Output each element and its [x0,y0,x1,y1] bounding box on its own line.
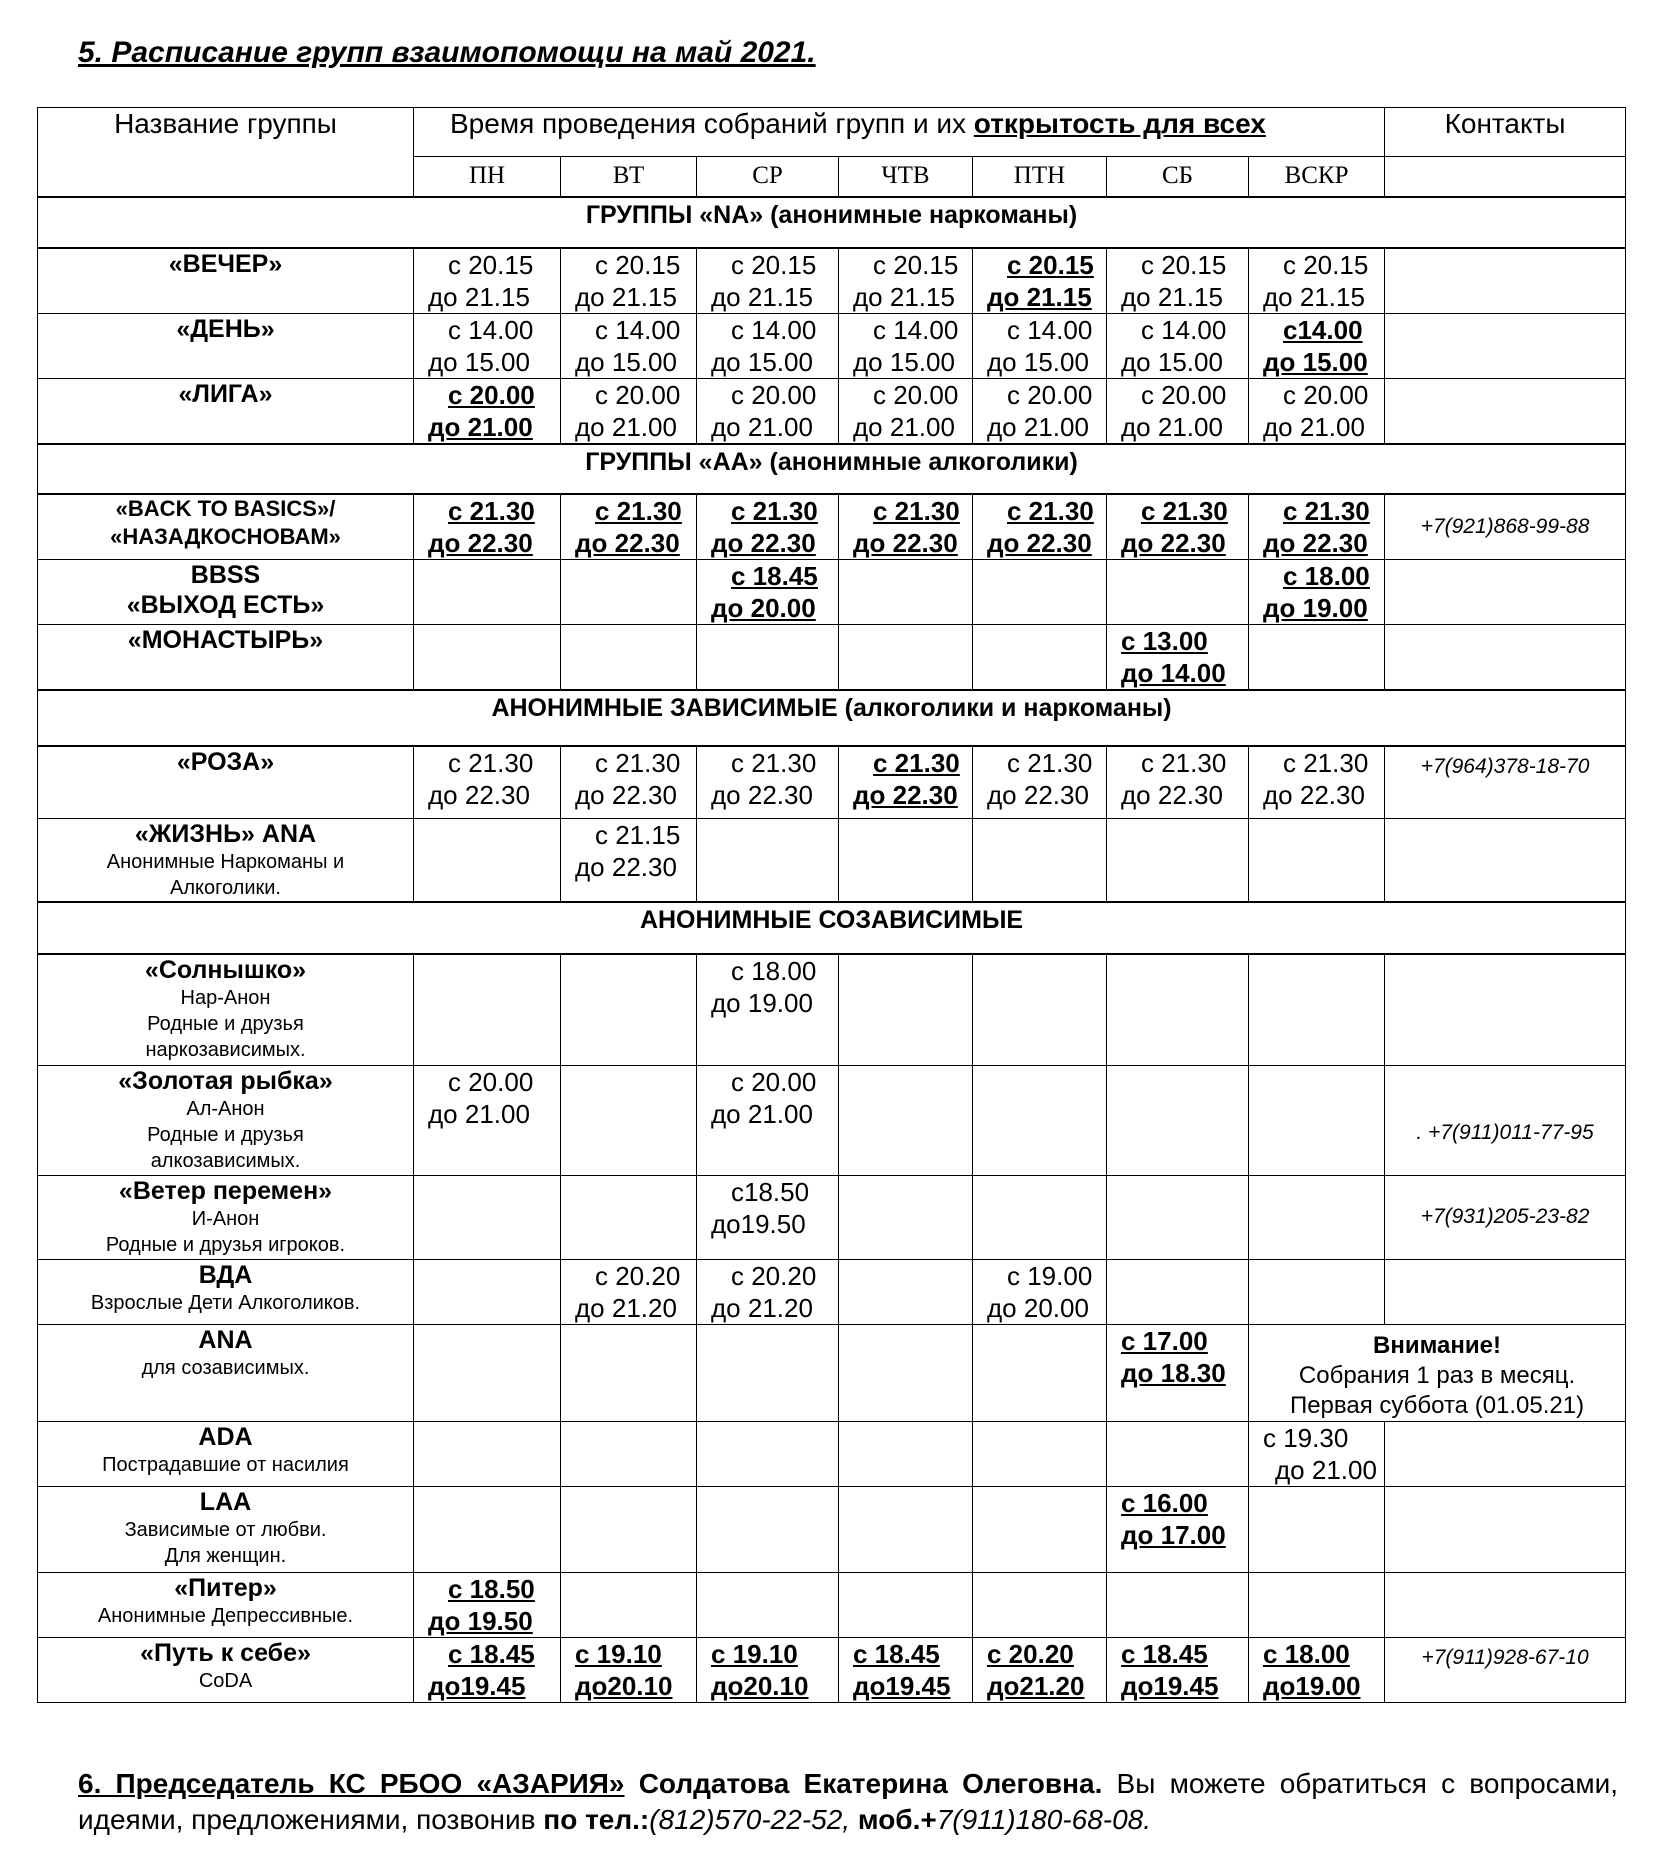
table-row: «Питер» Анонимные Депрессивные. с 18.50 до 19.50 [38,1572,1626,1637]
time-cell: с 20.20 до 21.20 [697,1259,839,1324]
time-cell: с 14.00 до 15.00 [697,314,839,379]
time-cell: с 20.20 до21.20 [973,1637,1107,1702]
table-row: «ЖИЗНЬ» ANA Анонимные Наркоманы и Алкоголики. с 21.15 до 22.30 [38,818,1626,902]
time-cell: с 21.30 до 22.30 [561,494,697,560]
time-cell: с 21.30 до 22.30 [973,494,1107,560]
table-row [38,746,1626,818]
footer-phone: (812)570-22-52, [649,1804,851,1835]
table-row: «Золотая рыбка» Ал-Анон Родные и друзья алкозависимых. с 20.00 до 21.00 с 20.00 до 21.00 . +7(911)011-77-95 [38,1065,1626,1175]
group-name: LAA [199,1487,252,1516]
time-cell: с 14.00 до 15.00 [973,314,1107,379]
table-row: ANA для созависимых. с 17.00 до 18.30 Внимание! Собрания 1 раз в месяц. Первая суббота (01.05.21) [38,1324,1626,1421]
footer-heading: 6. Председатель КС РБОО «АЗАРИЯ» [78,1768,625,1799]
time-cell: с 20.15 до 21.15 [414,248,561,314]
page-title: 5. Расписание групп взаимопомощи на май 2021. [78,36,816,69]
time-cell: с 21.30 до 22.30 [1107,494,1249,560]
time-cell: с 19.10 до20.10 [561,1637,697,1702]
group-name: «ВЕЧЕР» [168,249,283,278]
group-name: «ЖИЗНЬ» ANA [134,819,317,848]
table-row: LAA Зависимые от любви. Для женщин. с 16.00 до 17.00 [38,1486,1626,1572]
day-tue: ВТ [561,157,697,197]
time-cell: с 18.00 до 19.00 [697,954,839,1065]
time-cell: с 16.00 до 17.00 [1107,1486,1249,1572]
time-cell: с 21.30 до 22.30 [973,746,1107,818]
time-cell: с 13.00 до 14.00 [1107,625,1249,691]
group-name: «ЛИГА» [178,380,273,408]
time-cell: с 21.30 до 22.30 [839,494,973,560]
time-cell: с 20.15 до 21.15 [697,248,839,314]
table-row: «Солнышко» Нар-Анон Родные и друзья наркозависимых. с 18.00 до 19.00 [38,954,1626,1065]
header-time-emph: открытость для всех [973,108,1266,139]
time-cell: с 21.30 до 22.30 [1249,494,1385,560]
table-row [38,379,1626,445]
time-cell: с 18.45 до19.45 [1107,1637,1249,1702]
section-na: ГРУППЫ «NA» (анонимные наркоманы) [38,197,1626,248]
time-cell: с 21.30 до 22.30 [697,494,839,560]
notice: Внимание! Собрания 1 раз в месяц. Первая суббота (01.05.21) [1249,1324,1626,1421]
day-wed: СР [697,157,839,197]
table-row [38,314,1626,379]
time-cell: с 21.30 до 22.30 [839,746,973,818]
time-cell: с 17.00 до 18.30 [1107,1324,1249,1421]
group-name: «МОНАСТЫРЬ» [127,626,324,654]
header-time: Время проведения собраний групп и их открытость для всех [414,108,1385,157]
group-name: «Ветер перемен» [118,1176,333,1205]
table-row: «Путь к себе» CoDA с 18.45 до19.45 с 19.10 до20.10 с 19.10 до20.10 с 18.45 до19.45 с 20.20 до21.20 с 18.45 до19.45 с 18.00 до19.00 +7(911)928-67-10 [38,1637,1626,1702]
day-fri: ПТН [973,157,1107,197]
group-name: ADA [198,1422,253,1451]
time-cell: с 18.45 до 20.00 [697,560,839,625]
group-name: ANA [198,1325,253,1354]
table-row: BBSS «ВЫХОД ЕСТЬ» с 18.45 до 20.00 с 18.00 до 19.00 [38,560,1626,625]
time-cell: с 21.30 до 22.30 [414,494,561,560]
section-codependent: АНОНИМНЫЕ СОЗАВИСИМЫЕ [38,902,1626,954]
group-name: BBSS [190,561,261,589]
time-cell: с 14.00 до 15.00 [839,314,973,379]
group-name: «Солнышко» [144,956,307,984]
footer-mobile: 7(911)180-68-08. [936,1804,1152,1835]
time-cell: с 18.00 до 19.00 [1249,560,1385,625]
time-cell: с 21.30 до 22.30 [414,746,561,818]
table-row: ВДА Взрослые Дети Алкоголиков. с 20.20 до 21.20 с 20.20 до 21.20 с 19.00 до 20.00 [38,1259,1626,1324]
contact-phone: . +7(911)011-77-95 [1385,1065,1626,1175]
header-contacts: Контакты [1385,108,1626,157]
time-cell: с 20.15 до 21.15 [839,248,973,314]
time-cell: с 20.15 до 21.15 [1249,248,1385,314]
group-name: ВДА [198,1260,253,1289]
time-cell: с 20.00 до 21.00 [414,1065,561,1175]
time-cell: с 21.30 до 22.30 [1107,746,1249,818]
table-row: «Ветер перемен» И-Анон Родные и друзья игроков. с18.50 до19.50 +7(931)205-23-82 [38,1175,1626,1259]
day-thu: ЧТВ [839,157,973,197]
time-cell: с 20.00 до 21.00 [839,379,973,445]
header-group-name: Название группы [38,108,414,197]
group-name: «РОЗА» [176,748,275,776]
time-cell: с 20.15 до 21.15 [561,248,697,314]
time-cell: с 20.00 до 21.00 [973,379,1107,445]
schedule-table [37,107,1626,1703]
time-cell: с 18.00 до19.00 [1249,1637,1385,1702]
time-cell: с 20.00 до 21.00 [697,1065,839,1175]
time-cell: с 14.00 до 15.00 [561,314,697,379]
time-cell: с 14.00 до 15.00 [414,314,561,379]
time-cell: с14.00 до 15.00 [1249,314,1385,379]
time-cell: с 21.30 до 22.30 [1249,746,1385,818]
contact-phone: +7(911)928-67-10 [1385,1637,1626,1702]
day-mon: ПН [414,157,561,197]
time-cell: с 18.45 до19.45 [414,1637,561,1702]
footer-note: 6. Председатель КС РБОО «АЗАРИЯ» Солдатова Екатерина Олеговна. Вы можете обратиться с вопросами, идеями, предложениями, позвонив по тел.:(812)570-22-52, моб.+7(911)180-68-08. [78,1768,1618,1835]
table-row [38,625,1626,691]
table-row [38,248,1626,314]
time-cell: с 19.00 до 20.00 [973,1259,1107,1324]
section-aa: ГРУППЫ «АА» (анонимные алкоголики) [38,444,1626,494]
time-cell: с 19.30 до 21.00 [1249,1421,1385,1486]
time-cell: с 20.15 до 21.15 [1107,248,1249,314]
group-name: «Золотая рыбка» [118,1066,333,1095]
time-cell: с 20.00 до 21.00 [414,379,561,445]
group-name: «BACK TO BASICS»/ [115,496,336,521]
contact-phone: +7(921)868-99-88 [1385,494,1626,560]
group-name: «Путь к себе» [140,1638,311,1667]
group-name: «ДЕНЬ» [176,315,275,343]
time-cell: с 21.30 до 22.30 [697,746,839,818]
group-name: «Питер» [174,1573,277,1602]
time-cell: с 18.45 до19.45 [839,1637,973,1702]
time-cell: с 21.15 до 22.30 [561,818,697,902]
time-cell: с 20.00 до 21.00 [1249,379,1385,445]
time-cell: с 20.15 до 21.15 [973,248,1107,314]
day-sat: СБ [1107,157,1249,197]
time-cell: с18.50 до19.50 [697,1175,839,1259]
table-row: «BACK TO BASICS»/ «НАЗАДКОСНОВАМ» с 21.30 до 22.30 с 21.30 до 22.30 с 21.30 до 22.30 с 21.30 до 22.30 с 21.30 до 22.30 с 21.30 до 22.30 с 21.30 до 22.30 +7(921)868-99-88 [38,494,1626,560]
day-sun: ВСКР [1249,157,1385,197]
time-cell: с 20.00 до 21.00 [1107,379,1249,445]
contact-phone: +7(964)378-18-70 [1385,746,1626,818]
table-row: ADA Пострадавшие от насилия с 19.30 до 21.00 [38,1421,1626,1486]
time-cell: с 20.20 до 21.20 [561,1259,697,1324]
time-cell: с 19.10 до20.10 [697,1637,839,1702]
time-cell: с 20.00 до 21.00 [561,379,697,445]
footer-person: Солдатова Екатерина Олеговна. [624,1768,1103,1799]
time-cell: с 21.30 до 22.30 [561,746,697,818]
contact-phone: +7(931)205-23-82 [1385,1175,1626,1259]
section-dependent: АНОНИМНЫЕ ЗАВИСИМЫЕ (алкоголики и наркоманы) [38,690,1626,746]
time-cell: с 14.00 до 15.00 [1107,314,1249,379]
time-cell: с 18.50 до 19.50 [414,1572,561,1637]
time-cell: с 20.00 до 21.00 [697,379,839,445]
